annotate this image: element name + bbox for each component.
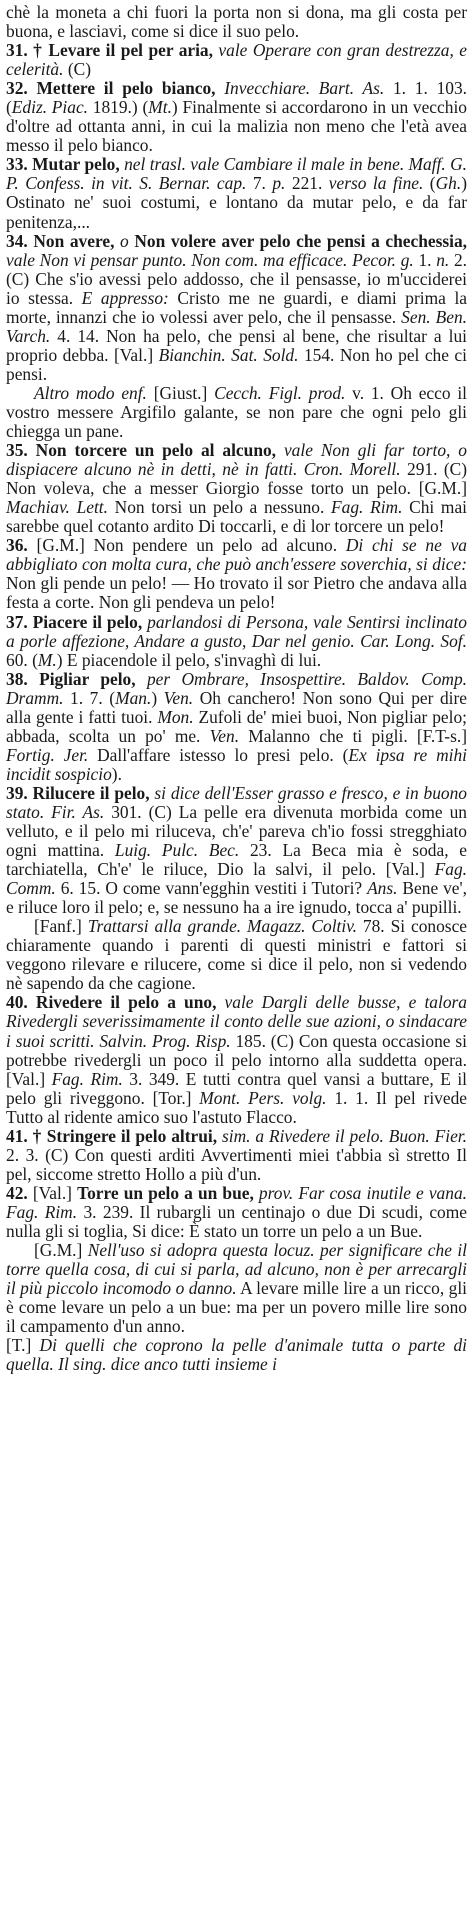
italic-text: vale Non gli far torto, o dispiacere alcuno nè in detti, nè in fatti. Cron. Morell. <box>6 440 467 480</box>
body-text: 1. <box>413 249 437 270</box>
body-text: A levare mille lire a un ricco, gli è come levare un pelo a un bue: ma per un povero mille lire sono il campamento d'un anno. <box>6 1278 467 1337</box>
body-text: [T.] <box>6 1335 40 1356</box>
body-text: 23. La Beca mia è soda, e tarchiatella, Ch'e' le riluce, Dio la salvi, il pelo. [Val.] <box>6 840 467 880</box>
entry-heading: 31. † Levare il pel per aria, <box>6 40 213 61</box>
italic-text: o <box>114 230 135 251</box>
italic-text: Fag. Comm. <box>6 859 467 899</box>
dictionary-entry <box>6 1336 467 1374</box>
body-text: ) E piacendole il pelo, s'invaghì di lui. <box>56 649 322 670</box>
body-text: 3. 349. E tutti contra quel vansi a buttare, E il pelo gli riveggono. [Tor.] <box>6 1068 468 1108</box>
italic-text: M. <box>37 649 57 670</box>
italic-text: Ven. <box>163 687 194 708</box>
italic-text: Gh. <box>435 173 462 194</box>
body-text: 1. 1. 103. ( <box>6 78 468 118</box>
italic-text: Di chi se ne va abbigliato con molta cura, che può anch'essere soverchia, si dice: <box>6 535 467 575</box>
italic-text: n. <box>436 249 450 270</box>
body-text: 154. Non ho pel che ci pensi. <box>6 344 467 384</box>
body-text: Bene ve', e riluce loro il pelo; e, se nessuno ha a ire ignudo, tocca a' pupilli. <box>6 878 467 918</box>
entry-heading: 35. Non torcere un pelo al alcuno, <box>6 440 277 461</box>
body-text: 7. <box>246 173 273 194</box>
italic-text: Machiav. Lett. <box>6 497 108 518</box>
italic-text: Nell'uso si adopra questa locuz. per significare che il torre quella cosa, di cui si parla, ad alcuno, non è per arrecargli il più piccolo incomodo o danno. <box>6 1240 467 1299</box>
body-text: [G.M.] <box>34 1240 88 1261</box>
italic-text: Cecch. Figl. prod. <box>214 382 346 403</box>
italic-text: Ven. <box>209 725 240 746</box>
italic-text: E appresso: <box>81 287 169 308</box>
dictionary-entry <box>6 1127 467 1184</box>
body-text: 185. (C) Con questa occasione si potrebbe rivedergli un poco il pelo intorno alla suddetta opera. [Val.] <box>6 1030 467 1089</box>
body-text: ( <box>423 173 436 194</box>
italic-text: Mt. <box>148 97 172 118</box>
italic-text: prov. Far cosa inutile e vana. Fag. Rim. <box>6 1182 467 1222</box>
body-text: 1819.) ( <box>88 97 149 118</box>
entry-heading: Torre un pelo a un bue, <box>77 1182 254 1203</box>
body-text: [Val.] <box>27 1182 78 1203</box>
body-text: ) Finalmente si accordarono in un vecchio d'oltre ad ottanta anni, in cui la malizia non meno che l'età avea messo il pelo bianco. <box>6 97 467 156</box>
dictionary-entry <box>6 41 467 79</box>
italic-text: vale Operare con gran destrezza, e celerità. <box>6 40 467 80</box>
italic-text: Fortig. Jer. <box>6 744 89 765</box>
italic-text: p. <box>272 173 286 194</box>
dictionary-entry <box>6 993 467 1126</box>
entry-heading: 34. Non avere, <box>6 230 115 251</box>
body-text: Non torsi un pelo a nessuno. <box>107 497 332 518</box>
italic-text: Di quelli che coprono la pelle d'animale tutta o parte di quella. Il sing. dice anco tutti insieme i <box>6 1335 467 1375</box>
body-text: Dall'affare istesso lo presi pelo. ( <box>88 744 349 765</box>
italic-text: si dice dell'Esser grasso e fresco, e in buono stato. Fir. As. <box>6 782 468 822</box>
body-text: 301. (C) La pelle era divenuta morbida come un velluto, e il pelo mi riluceva, ch'e' pareva ch'io fossi stregghiato ogni mattina. <box>6 801 467 861</box>
italic-text: sim. a Rivedere il pelo. Buon. Fier. <box>217 1125 467 1146</box>
body-text: 1. 7. ( <box>63 687 116 708</box>
italic-text: per Ombrare, Insospettire. Baldov. Comp. Dramm. <box>6 668 467 708</box>
body-text: ) Ostinato ne' suoi costumi, e lontano da mutar pelo, e da far penitenza,... <box>6 173 467 232</box>
italic-text: Fag. Rim. <box>331 497 403 518</box>
body-text: 1. 1. Il pel rivede Tutto al ridente amico suo l'astuto Flacco. <box>6 1087 467 1127</box>
body-text: Non gli pende un pelo! — Ho trovato il sor Pietro che andava alla festa a corte. Non gli pendeva un pelo! <box>6 573 467 613</box>
italic-text: Ans. <box>367 878 398 899</box>
dictionary-entry <box>6 670 467 784</box>
entry-heading: Non volere aver pelo che pensi a chechessia, <box>134 230 467 251</box>
body-text: 221. <box>285 173 329 194</box>
italic-text: Ediz. Piac. <box>11 97 89 118</box>
dictionary-entry <box>6 441 467 536</box>
body-text: chè la moneta a chi fuori la porta non si dona, ma gli costa per buona, e lasciavi, come si dice il suo pelo. <box>6 2 467 42</box>
italic-text: Ex ipsa re mihi incidit sospicio <box>6 744 468 784</box>
italic-text: Man. <box>115 687 152 708</box>
dictionary-entry <box>6 79 467 155</box>
italic-text: Invecchiare. Bart. As. <box>215 78 385 99</box>
body-text: 291. (C) Non voleva, che a messer Giorgio fosse torto un pelo. [G.M.] <box>6 459 467 499</box>
italic-text: Mon. <box>157 706 194 727</box>
body-text: 4. 14. Non ha pelo, che pensi al bene, che risultar a lui proprio debba. [Val.] <box>6 325 467 365</box>
italic-text: verso la fine. <box>328 173 424 194</box>
dictionary-entry <box>6 784 467 917</box>
body-text: Zufoli de' miei buoi, Non pigliar pelo; abbada, scolta un po' me. <box>6 706 467 746</box>
sub-paragraph <box>6 1241 467 1336</box>
italic-text: Mont. Pers. volg. <box>199 1087 327 1108</box>
continued-paragraph <box>6 3 467 41</box>
entry-heading: 33. Mutar pelo, <box>6 154 120 175</box>
italic-text: Fag. Rim. <box>51 1068 123 1089</box>
body-text: ) <box>151 687 164 708</box>
body-text: Chi mai sarebbe quel cotanto ardito Di toccarli, e di lor torcere un pelo! <box>6 497 467 537</box>
dictionary-entry <box>6 1184 467 1241</box>
entry-heading: 32. Mettere il pelo bianco, <box>6 78 216 99</box>
italic-text: parlandosi di Persona, vale Sentirsi inclinato a porle affezione, Andare a gusto, Dar nel genio. Car. Long. Sof. <box>6 611 467 651</box>
dictionary-entry <box>6 232 467 384</box>
body-text: [G.M.] Non pendere un pelo ad alcuno. <box>27 535 346 556</box>
body-text: Cristo me ne guardi, e diami prima la morte, innanzi che io volessi aver pelo, che il pensasse. <box>6 287 467 327</box>
body-text: (C) <box>63 59 91 80</box>
entry-heading: 41. † Stringere il pelo altrui, <box>6 1125 218 1146</box>
italic-text: Altro modo enf. <box>34 382 147 403</box>
italic-text: vale Non vi pensar punto. Non com. ma efficace. Pecor. g. <box>6 249 414 270</box>
body-text: 3. 239. Il rubargli un centinajo o due Di scudi, come nulla gli si toglia, Si dice: È stato un torre un pelo a un Bue. <box>6 1201 467 1241</box>
entry-heading: 36. <box>6 535 28 556</box>
italic-text: Bianchin. Sat. Sold. <box>158 344 299 365</box>
italic-text: Luig. Pulc. Bec. <box>114 840 240 861</box>
body-text: 2. (C) Che s'io avessi pelo addosso, che il pensasse, io m'ucciderei io stessa. <box>6 249 468 308</box>
sub-paragraph <box>6 917 467 993</box>
dictionary-entry <box>6 155 467 231</box>
entry-heading: 42. <box>6 1182 28 1203</box>
body-text: [Fanf.] <box>34 916 88 937</box>
dictionary-entry <box>6 536 467 612</box>
body-text: 2. 3. (C) Con questi arditi Avvertimenti miei t'abbia sì stretto Il pel, siccome stretto Hollo a più d'un. <box>6 1144 467 1184</box>
entry-heading: 40. Rivedere il pelo a uno, <box>6 992 217 1013</box>
entry-heading: 39. Rilucere il pelo, <box>6 782 150 803</box>
italic-text: vale Dargli delle busse, e talora Rivedergli severissimamente il conto delle sue azioni, o sindacare i suoi scritti. Salvin. Prog. Risp. <box>6 992 467 1051</box>
italic-text: nel trasl. vale Cambiare il male in bene. Maff. G. P. Confess. in vit. S. Bernar. cap. <box>6 154 467 194</box>
dictionary-entry <box>6 613 467 670</box>
body-text: [Giust.] <box>146 382 215 403</box>
entry-heading: 37. Piacere il pelo, <box>6 611 143 632</box>
italic-text: Sen. Ben. Varch. <box>6 306 467 346</box>
body-text: Oh canchero! Non sono Qui per dire alla gente i fatti tuoi. <box>6 687 468 727</box>
body-text: 78. Si conosce chiaramente quando i parenti di questi ministri e fattori si veggono rilevare e rilucere, come si dice il pelo, non si vedendo nè sapendo da che cagione. <box>6 916 468 994</box>
body-text: 60. ( <box>6 649 38 670</box>
sub-paragraph <box>6 384 467 441</box>
italic-text: Trattarsi alla grande. Magazz. Coltiv. <box>87 916 357 937</box>
body-text: 6. 15. O come vann'egghin vestiti i Tutori? <box>55 878 368 899</box>
body-text: Malanno che ti pigli. [F.T-s.] <box>239 725 468 746</box>
body-text: ). <box>111 763 122 784</box>
body-text: v. 1. Oh ecco il vostro messere Argifilo galante, se non pare che ogni pelo gli chiegga un pane. <box>6 382 467 442</box>
entry-heading: 38. Pigliar pelo, <box>6 668 136 689</box>
